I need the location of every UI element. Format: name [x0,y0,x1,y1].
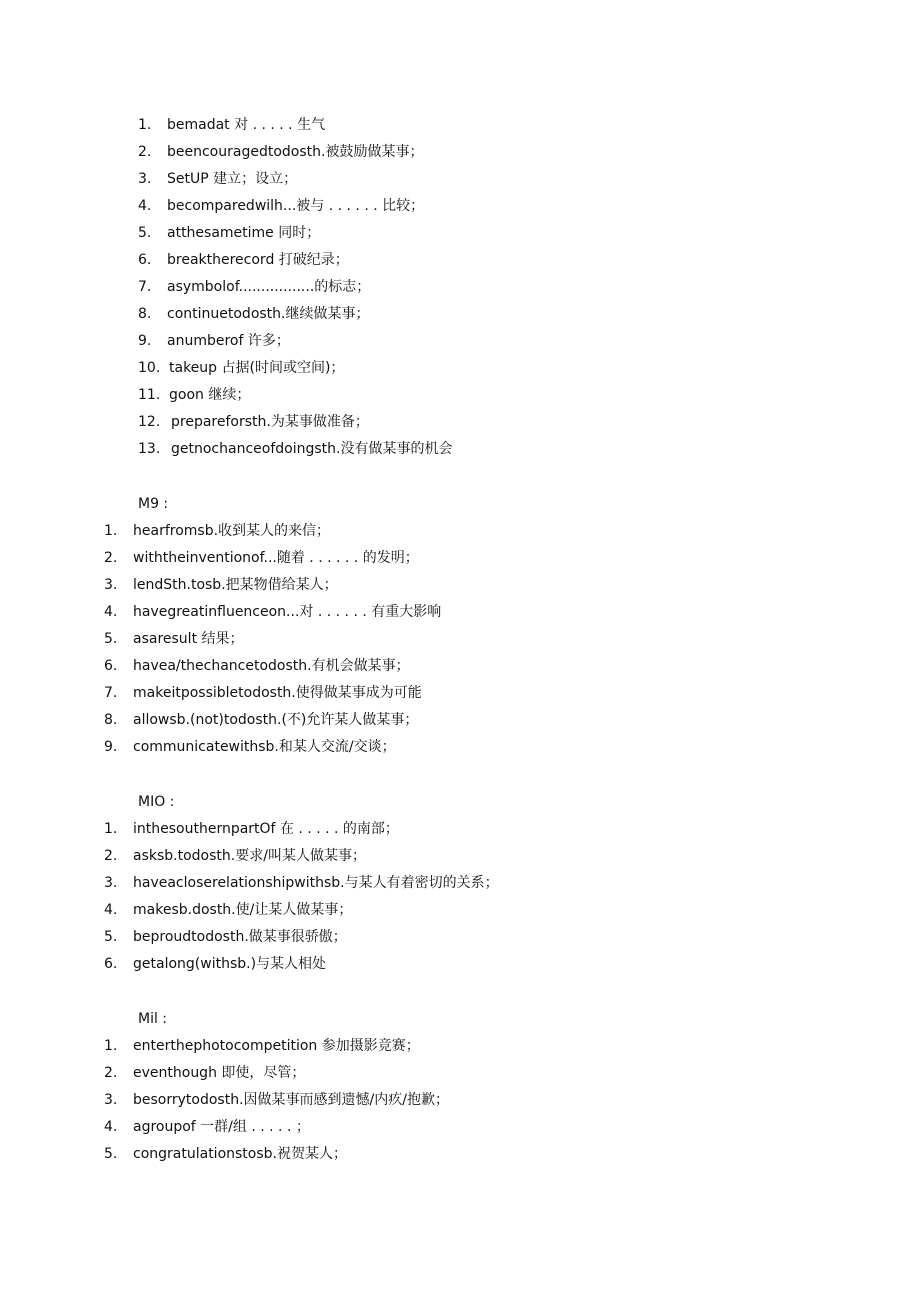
list-item-number: 9. [138,333,152,349]
list-item-text: SetUP 建立；设立； [167,171,298,187]
list-item-number: 1. [104,523,118,539]
list-item-number: 7. [138,279,152,295]
list-item-text: congratulationstosb.祝贺某人； [133,1146,347,1162]
list-item-text: inthesouthernpartOf 在 . . . . . 的南部； [133,821,399,837]
list-item-text: becomparedwilh...被与 . . . . . . 比较； [167,198,425,214]
list-item-text: asymbolof.................的标志； [167,279,371,295]
list-item-number: 8. [104,712,118,728]
list-item-number: 4. [104,902,118,918]
list-item-number: 3. [104,577,118,593]
list-item-number: 9. [104,739,118,755]
list-item-text: asksb.todosth.要求/叫某人做某事； [133,848,366,864]
list-item-text: anumberof 许多； [167,333,290,349]
list-item-number: 6. [138,252,152,268]
section-heading-m9: M9 : [138,496,169,512]
list-item-text: haveacloserelationshipwithsb.与某人有着密切的关系； [133,875,499,891]
list-item-text: asaresult 结果； [133,631,244,647]
list-item-number: 1. [104,1038,118,1054]
list-item-text: bemadat 对 . . . . . 生气 [167,117,326,133]
list-item-text: prepareforsth.为某事做准备； [171,414,369,430]
list-item-text: atthesametime 同时； [167,225,321,241]
list-item-number: 8. [138,306,152,322]
list-item-text: getalong(withsb.)与某人相处 [133,956,327,972]
list-item-number: 13. [138,441,161,457]
list-item-number: 1. [138,117,152,133]
list-item-number: 2. [138,144,152,160]
list-item-text: communicatewithsb.和某人交流/交谈； [133,739,396,755]
list-item-text: getnochanceofdoingsth.没有做某事的机会 [171,441,453,457]
list-item-number: 4. [104,604,118,620]
list-item-number: 5. [104,929,118,945]
list-item-text: hearfromsb.收到某人的来信； [133,523,331,539]
list-item-text: allowsb.(not)todosth.(不)允许某人做某事； [133,712,419,728]
list-item-number: 11. [138,387,161,403]
list-item-text: lendSth.tosb.把某物借给某人； [133,577,338,593]
list-item-number: 5. [138,225,152,241]
list-item-text: beproudtodosth.做某事很骄傲； [133,929,347,945]
list-item-number: 4. [104,1119,118,1135]
section-heading-m11: Mil : [138,1011,168,1027]
list-item-number: 5. [104,631,118,647]
list-item-number: 2. [104,848,118,864]
list-item-text: takeup 占据(时间或空间)； [169,360,345,376]
list-item-number: 2. [104,550,118,566]
list-item-text: agroupof 一群/组 . . . . . ； [133,1119,310,1135]
list-item-number: 12. [138,414,161,430]
list-item-number: 10. [138,360,161,376]
list-item-text: besorrytodosth.因做某事而感到遗憾/内疚/抱歉； [133,1092,449,1108]
list-item-text: continuetodosth.继续做某事； [167,306,370,322]
list-item-text: havegreatinfluenceon...对 . . . . . . 有重大影响 [133,604,442,620]
list-item-text: makeitpossibletodosth.使得做某事成为可能 [133,685,422,701]
list-item-number: 3. [104,1092,118,1108]
list-item-number: 4. [138,198,152,214]
list-item-number: 6. [104,956,118,972]
list-item-text: enterthephotocompetition 参加摄影竞赛； [133,1038,420,1054]
list-item-number: 5. [104,1146,118,1162]
list-item-text: withtheinventionof...随着 . . . . . . 的发明； [133,550,419,566]
list-item-text: goon 继续； [169,387,251,403]
list-item-text: beencouragedtodosth.被鼓励做某事； [167,144,424,160]
section-heading-m10: MIO : [138,794,175,810]
list-item-number: 2. [104,1065,118,1081]
list-item-text: havea/thechancetodosth.有机会做某事； [133,658,410,674]
list-item-text: breaktherecord 打破纪录； [167,252,349,268]
list-item-number: 7. [104,685,118,701]
list-item-number: 3. [104,875,118,891]
list-item-number: 1. [104,821,118,837]
list-item-text: makesb.dosth.使/让某人做某事； [133,902,353,918]
list-item-number: 6. [104,658,118,674]
list-item-number: 3. [138,171,152,187]
list-item-text: eventhough 即使，尽管； [133,1065,306,1081]
